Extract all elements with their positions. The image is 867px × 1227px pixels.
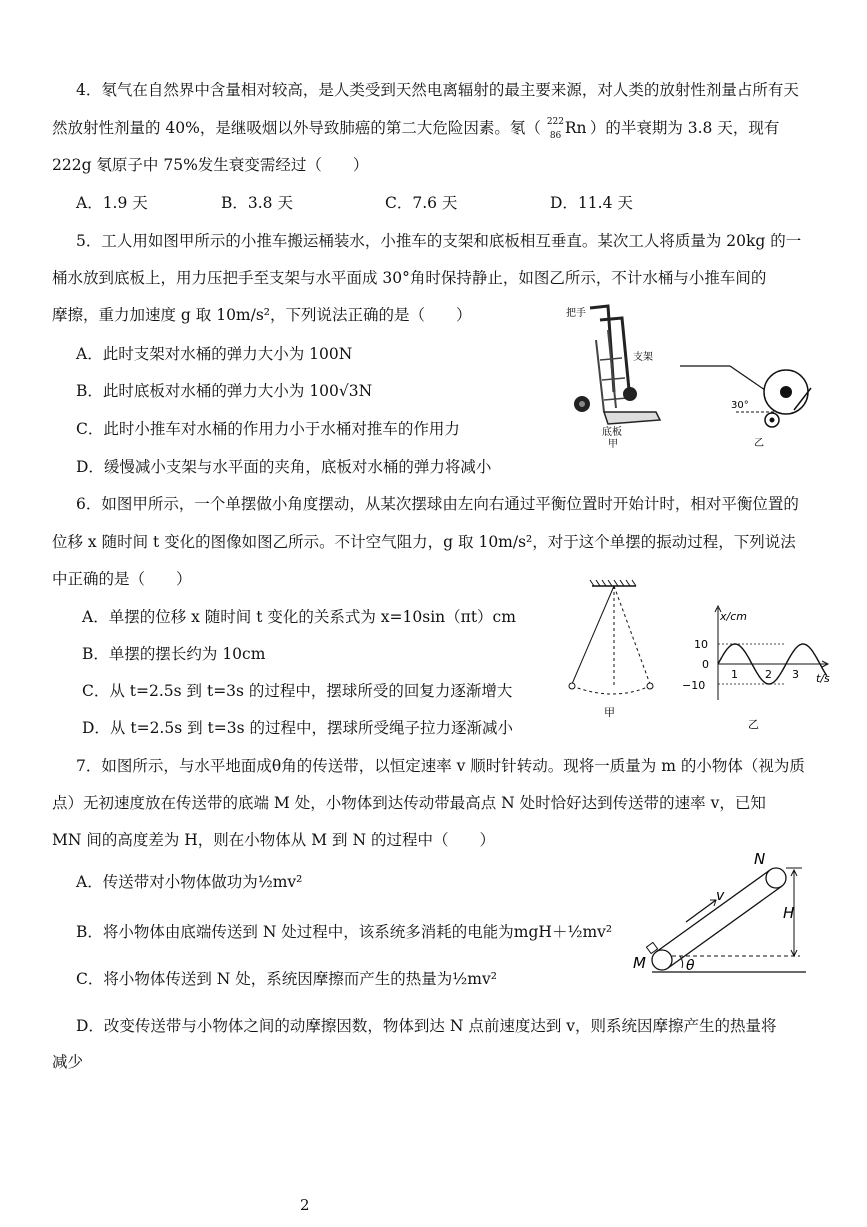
caption-yi: 乙 bbox=[754, 438, 764, 449]
angle-label: 30° bbox=[731, 400, 749, 411]
q4-line-3: 222g 氡原子中 75%发生衰变需经过（ ） bbox=[52, 156, 369, 174]
handle-label: 把手 bbox=[566, 308, 586, 319]
q6-option-c: C．从 t=2.5s 到 t=3s 的过程中，摆球所受的回复力逐渐增大 bbox=[82, 682, 513, 700]
y-tick-10: 10 bbox=[694, 638, 708, 651]
point-m-label: M bbox=[633, 954, 646, 972]
y-axis-label: x/cm bbox=[720, 610, 747, 623]
q4-line-1: 4．氡气在自然界中含量相对较高，是人类受到天然电离辐射的最主要来源，对人类的放射性剂量占所有天 bbox=[76, 81, 799, 99]
q4-line-2: 然放射性剂量的 40%，是继吸烟以外导致肺癌的第二大危险因素。氡（ 222 86 Rn ）的半衰期为 3.8 天，现有 bbox=[52, 117, 780, 141]
q6-option-d: D．从 t=2.5s 到 t=3s 的过程中，摆球所受绳子拉力逐渐减小 bbox=[82, 719, 513, 737]
q6-line-1: 6．如图甲所示，一个单摆做小角度摆动，从某次摆球由左向右通过平衡位置时开始计时，相对平衡位置的 bbox=[76, 495, 799, 513]
q4-option-d: D．11.4 天 bbox=[550, 194, 633, 212]
velocity-arrow bbox=[686, 900, 716, 922]
q7-line-1: 7．如图所示，与水平地面成θ角的传送带，以恒定速率 v 顺时针转动。现将一质量为 m 的小物体（视为质 bbox=[76, 757, 805, 775]
y-tick-0: 0 bbox=[702, 658, 709, 671]
caption-jia: 甲 bbox=[608, 439, 618, 450]
q5-option-c: C．此时小推车对水桶的作用力小于水桶对推车的作用力 bbox=[76, 420, 460, 438]
x-tick-2: 2 bbox=[765, 668, 772, 681]
velocity-label: v bbox=[716, 888, 725, 904]
q4-option-a: A．1.9 天 bbox=[76, 194, 148, 212]
hand-truck-figure bbox=[560, 300, 680, 450]
y-tick-neg10: −10 bbox=[682, 679, 706, 692]
pendulum-bob bbox=[569, 683, 575, 689]
q7-option-a: A．传送带对小物体做功为½mv² bbox=[76, 873, 303, 891]
q5-option-d: D．缓慢减小支架与水平面的夹角，底板对水桶的弹力将减小 bbox=[76, 458, 492, 476]
conveyor-figure bbox=[630, 848, 820, 973]
q7-option-d-2: 减少 bbox=[52, 1053, 84, 1071]
q4-option-c: C．7.6 天 bbox=[385, 194, 458, 212]
q5-option-a: A．此时支架对水桶的弹力大小为 100N bbox=[76, 345, 353, 363]
q7-line-2: 点）无初速度放在传送带的底端 M 处，小物体到达传动带最高点 N 处时恰好达到传送带的速率 v，已知 bbox=[52, 794, 766, 812]
q6-option-b: B．单摆的摆长约为 10cm bbox=[82, 645, 266, 663]
q7-option-b: B．将小物体由底端传送到 N 处过程中，该系统多消耗的电能为mgH＋½mv² bbox=[76, 923, 613, 941]
theta-label: θ bbox=[686, 958, 695, 974]
height-label: H bbox=[783, 904, 795, 922]
x-axis-label: t/s bbox=[816, 672, 830, 685]
q4-option-b: B．3.8 天 bbox=[221, 194, 293, 212]
pendulum-string bbox=[572, 586, 614, 684]
radon-nuclide: 222 86 Rn bbox=[546, 117, 587, 141]
frame-label: 支架 bbox=[633, 352, 653, 363]
belt-upper bbox=[656, 870, 770, 952]
displacement-time-graph bbox=[680, 600, 830, 735]
x-tick-1: 1 bbox=[731, 668, 738, 681]
caption-yi-6: 乙 bbox=[748, 718, 759, 731]
q7-line-3: MN 间的高度差为 H，则在小物体从 M 到 N 的过程中（ ） bbox=[52, 831, 495, 849]
truck-base bbox=[604, 412, 660, 424]
q5-line-1: 5．工人用如图甲所示的小推车搬运桶装水，小推车的支架和底板相互垂直。某次工人将质量为 20kg 的一 bbox=[76, 232, 802, 250]
q6-option-a: A．单摆的位移 x 随时间 t 变化的关系式为 x=10sin（πt）cm bbox=[82, 608, 516, 626]
truck-angle-figure bbox=[676, 360, 826, 450]
pendulum-figure bbox=[564, 576, 664, 726]
q6-line-2: 位移 x 随时间 t 变化的图像如图乙所示。不计空气阻力，g 取 10m/s²，对于这个单摆的振动过程，下列说法 bbox=[52, 533, 796, 551]
caption-jia-6: 甲 bbox=[604, 706, 615, 719]
q5-line-3: 摩擦，重力加速度 g 取 10m/s²，下列说法正确的是（ ） bbox=[52, 306, 472, 324]
right-wheel bbox=[623, 387, 637, 401]
page-number: 2 bbox=[300, 1196, 310, 1214]
q7-option-d-1: D．改变传送带与小物体之间的动摩擦因数，物体到达 N 点前速度达到 v，则系统因摩擦产生的热量将 bbox=[76, 1017, 777, 1035]
q7-option-c: C．将小物体传送到 N 处，系统因摩擦而产生的热量为½mv² bbox=[76, 970, 497, 988]
base-label: 底板 bbox=[602, 427, 622, 438]
x-tick-3: 3 bbox=[792, 668, 799, 681]
q5-line-2: 桶水放到底板上，用力压把手至支架与水平面成 30°角时保持静止，如图乙所示，不计水桶与小推车间的 bbox=[52, 269, 767, 287]
point-n-label: N bbox=[754, 850, 766, 868]
q6-line-3: 中正确的是（ ） bbox=[52, 570, 192, 588]
q5-option-b: B．此时底板对水桶的弹力大小为 100√3N bbox=[76, 382, 373, 400]
